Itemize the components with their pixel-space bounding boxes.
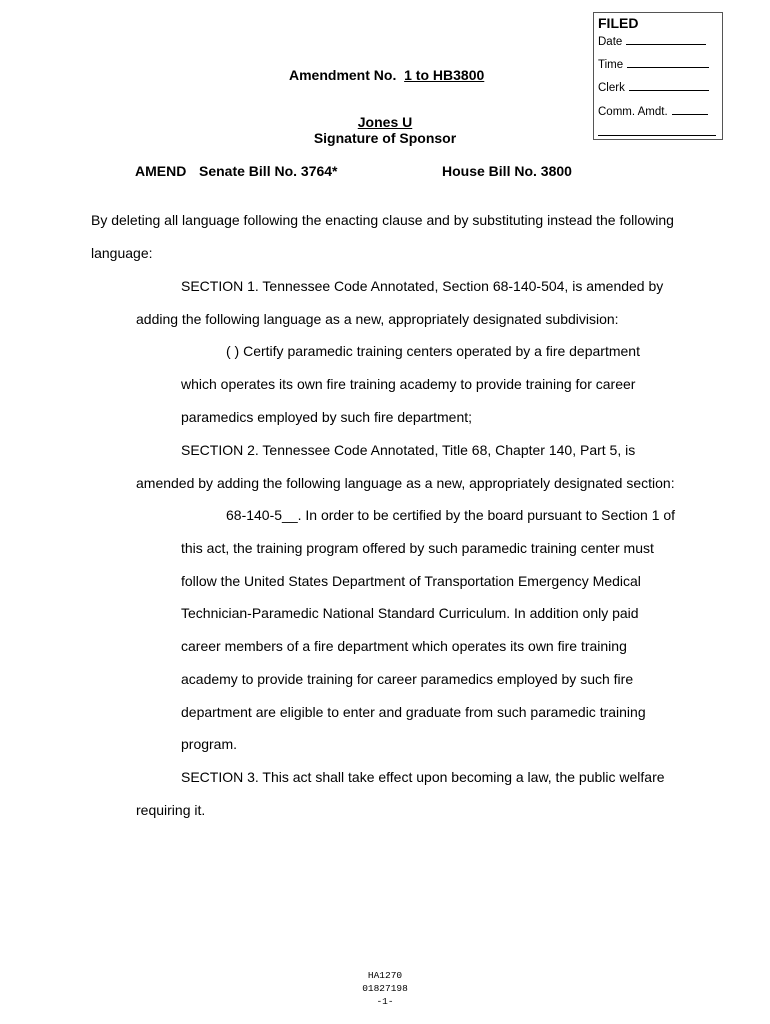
filed-comm-label: Comm. Amdt. — [598, 106, 668, 118]
body-line: By deleting all language following the enacting clause and by substituting instead the following — [91, 212, 674, 228]
sponsor-caption: Signature of Sponsor — [313, 130, 457, 146]
amendment-value: 1 to HB3800 — [404, 67, 485, 83]
sponsor-name: Jones U — [357, 114, 413, 130]
filed-time-label: Time — [598, 59, 624, 71]
filed-date-line — [598, 34, 706, 48]
body-line: SECTION 1. Tennessee Code Annotated, Section 68-140-504, is amended by — [181, 278, 664, 294]
body-line: amended by adding the following language as a new, appropriately designated section: — [136, 475, 675, 491]
body-line: academy to provide training for career paramedics employed by such fire — [181, 671, 634, 687]
body-line: requiring it. — [136, 802, 206, 818]
body-line: this act, the training program offered by such paramedic training center must — [181, 540, 654, 556]
filed-clerk-label: Clerk — [598, 82, 625, 94]
senate-bill-number: Senate Bill No. 3764* — [199, 163, 338, 179]
filed-clerk-line — [598, 80, 709, 94]
body-line: SECTION 2. Tennessee Code Annotated, Title 68, Chapter 140, Part 5, is — [181, 442, 636, 458]
body-line: Technician-Paramedic National Standard Curriculum. In addition only paid — [181, 605, 639, 621]
body-line: language: — [91, 245, 153, 261]
footer-code-1: HA1270 — [367, 970, 403, 981]
body-line: follow the United States Department of Transportation Emergency Medical — [181, 573, 641, 589]
amend-label: AMEND — [135, 163, 187, 179]
page-number: -1- — [376, 996, 394, 1007]
amendment-number — [289, 67, 484, 83]
body-line: department are eligible to enter and graduate from such paramedic training — [181, 704, 646, 720]
filed-date-label: Date — [598, 36, 623, 48]
filed-time-line — [598, 57, 709, 71]
body-line: paramedics employed by such fire department; — [181, 409, 473, 425]
body-line: career members of a fire department which operates its own fire training — [181, 638, 627, 654]
body-line: program. — [181, 736, 238, 752]
filed-title: FILED — [598, 15, 639, 31]
body-line: ( ) Certify paramedic training centers operated by a fire department — [226, 343, 640, 359]
body-line: adding the following language as a new, appropriately designated subdivision: — [136, 311, 619, 327]
filed-date-blank — [626, 34, 706, 45]
amendment-prefix: Amendment No. — [289, 67, 397, 83]
footer-code-2: 01827198 — [362, 983, 408, 994]
body-line: SECTION 3. This act shall take effect upon becoming a law, the public welfare — [181, 769, 665, 785]
filed-clerk-blank — [629, 80, 709, 91]
body-line: 68-140-5__. In order to be certified by the board pursuant to Section 1 of — [226, 507, 676, 523]
house-bill-number: House Bill No. 3800 — [442, 163, 572, 179]
body-line: which operates its own fire training academy to provide training for career — [181, 376, 636, 392]
filed-time-blank — [627, 57, 709, 68]
